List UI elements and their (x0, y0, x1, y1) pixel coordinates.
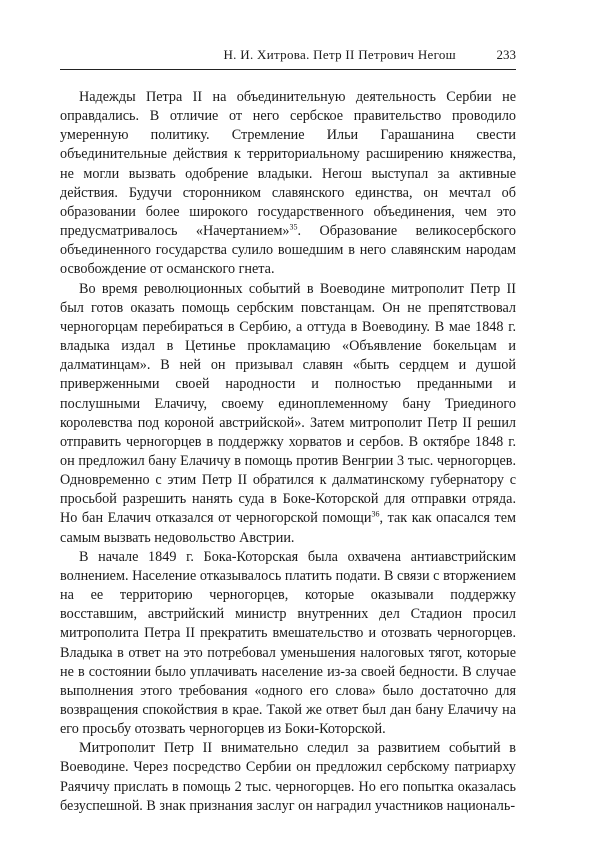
paragraph-2 (60, 280, 516, 548)
header-rule (60, 69, 516, 70)
body-text (60, 88, 516, 816)
footnote-ref-35[interactable]: 35 (289, 222, 298, 232)
paragraph-text: . Образование великосербского объединенного государства сулило вошедшим в него славянским народам освобождение от османского гнета. (60, 223, 516, 278)
paragraph-text: , так как опасался тем самым вызвать недовольство Австрии. (60, 510, 517, 546)
paragraph-text: Митрополит Петр II внимательно следил за развитием событий в Воеводине. Через посредство Сербии он предложил сербскому патриарху Раячичу прислать в помощь 2 тыс. черногорцев. Но его попытка оказалась безуспешной. В знак признания заслуг он наградил участников националь- (60, 740, 516, 814)
paragraph-3 (60, 548, 516, 740)
page-number: 233 (496, 47, 516, 62)
running-title: Н. И. Хитрова. Петр II Петрович Негош (223, 47, 456, 62)
paragraph-4 (60, 739, 516, 816)
footnote-ref-36[interactable]: 36 (371, 509, 380, 519)
paragraph-1 (60, 88, 516, 280)
paragraph-text: Во время революционных событий в Воеводине митрополит Петр II был готов оказать помощь сербским повстанцам. Он не препятствовал черногорцам перебираться в Сербию, а оттуда в Воеводину. В мае 1848 г. владыка издал в Цетинье прокламацию «Объявление бокельцам и далматинцам». В ней он призывал славян «быть сердцем и душой приверженными своей народности и полностью преданными и послушными Елачичу, своему единоплеменному бану Триединого королевства под короной австрийской». Затем митрополит Петр II решил отправить черногорцев в поддержку хорватов и сербов. В октябре 1848 г. он предложил бану Елачичу в помощь против Венгрии 3 тыс. черногорцев. Одновременно с этим Петр II обратился к далматинскому губернатору с просьбой разрешить нанять суда в Боке-Которской для отправки отряда. Но бан Елачич отказался от черногорской помощи (60, 280, 516, 527)
paragraph-text: В начале 1849 г. Бока-Которская была охвачена антиавстрийским волнением. Население отказывалось платить подати. В связи с вторжением на ее территорию черногорцев, которые оказывали поддержку восставшим, австрийский министр внутренних дел Стадион просил митрополита Петра II прекратить вмешательство и отозвать черногорцев. Владыка в ответ на это потребовал уменьшения налоговых тягот, которые не в состоянии было уплачивать население из-за своей бедности. В случае выполнения этого требования «одного его слова» было достаточно для возвращения спокойствия в крае. Такой же ответ был дан бану Елачичу на его просьбу отозвать черногорцев из Боки-Которской. (60, 548, 516, 738)
paragraph-text: Надежды Петра II на объединительную деятельность Сербии не оправдались. В отличие от него сербское правительство проводило умеренную политику. Стремление Ильи Гарашанина свести объединительные действия к территориальному расширению княжества, не могли вызвать одобрение владыки. Негош выступал за активные действия. Будучи сторонником славянского единства, он мечтал об образовании более широкого государственного объединения, чем это предусматривалось «Начертанием» (60, 89, 516, 240)
page-header (60, 47, 516, 71)
